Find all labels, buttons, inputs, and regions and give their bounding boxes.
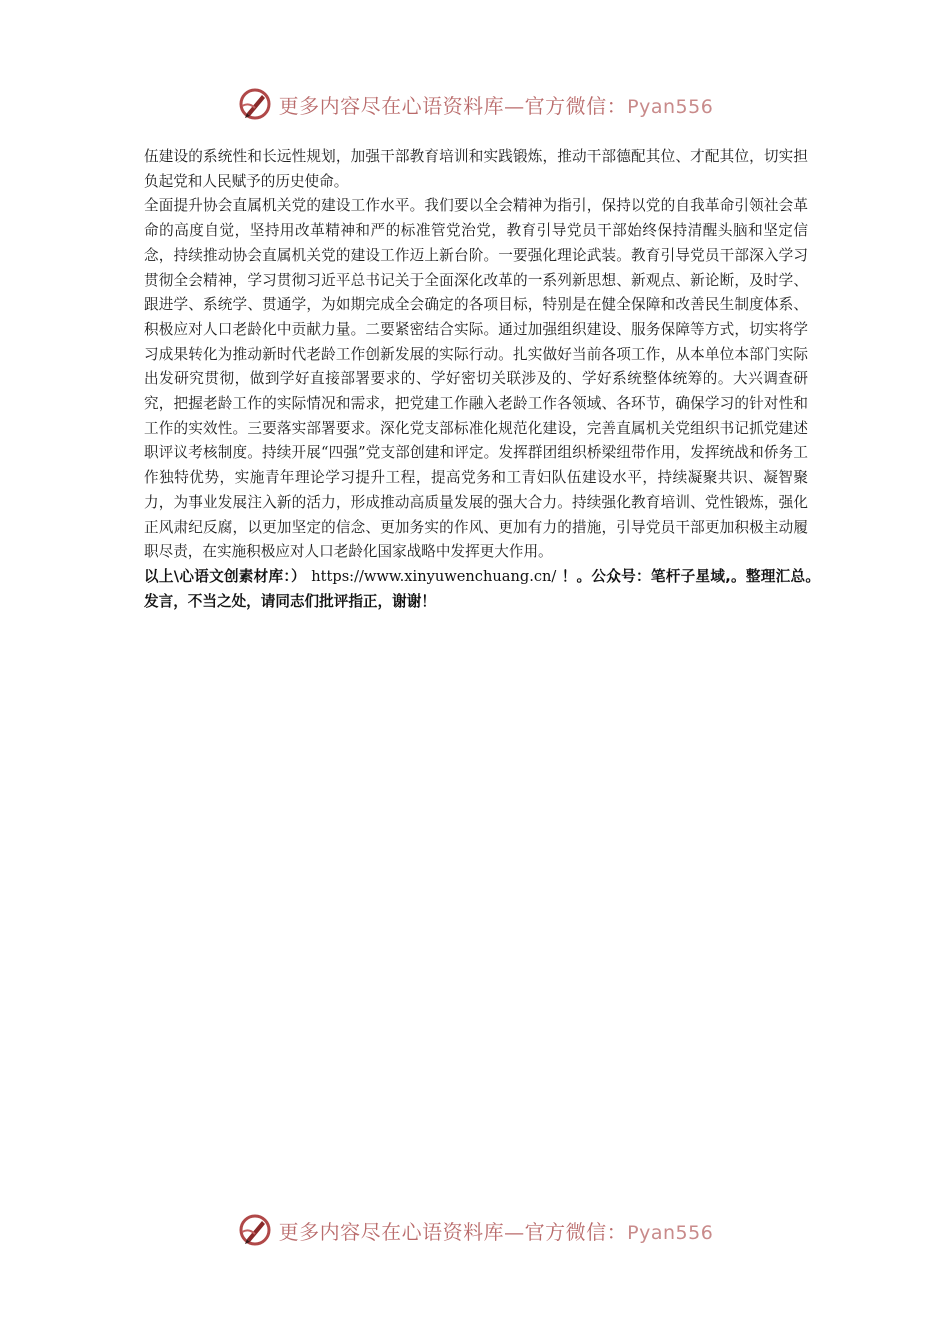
banner-text bbox=[279, 1216, 714, 1245]
banner-wechat-id: Pyan556 bbox=[627, 95, 714, 118]
banner-main-text: 更多内容尽在心语资料库— bbox=[278, 93, 525, 118]
pen-circle-logo-icon bbox=[237, 86, 273, 122]
banner-text bbox=[279, 90, 714, 119]
banner-mid-text: 官方微信： bbox=[524, 1219, 628, 1244]
banner-main-text: 更多内容尽在心语资料库— bbox=[278, 1219, 525, 1244]
document-body bbox=[144, 145, 820, 614]
pen-circle-logo-icon bbox=[237, 1212, 273, 1248]
footer-banner bbox=[0, 1210, 950, 1250]
header-banner bbox=[0, 84, 950, 124]
paragraph-1: 伍建设的系统性和长远性规划，加强干部教育培训和实践锻炼，推动干部德配其位、才配其位，切实担负起党和人民赋予的历史使命。 bbox=[144, 148, 808, 190]
footer-url[interactable]: https://www.xinyuwenchuang.cn/ bbox=[311, 567, 557, 585]
footer-prefix: 以上\心语文创素材库：） bbox=[144, 567, 306, 585]
paragraph-2: 全面提升协会直属机关党的建设工作水平。我们要以全会精神为指引，保持以党的自我革命引领社会革命的高度自觉，坚持用改革精神和严的标准管党治党，教育引导党员干部始终保持清醒头脑和坚定信念，持续推动协会直属机关党的建设工作迈上新台阶。一要强化理论武装。教育引导党员干部深入学习贯彻全会精神，学习贯彻习近平总书记关于全面深化改革的一系列新思想、新观点、新论断，及时学、跟进学、系统学、贯通学，为如期完成全会确定的各项目标，特别是在健全保障和改善民生制度体系、积极应对人口老龄化中贡献力量。二要紧密结合实际。通过加强组织建设、服务保障等方式，切实将学习成果转化为推动新时代老龄工作创新发展的实际行动。扎实做好当前各项工作，从本单位本部门实际出发研究贯彻，做到学好直接部署要求的、学好密切关联涉及的、学好系统整体统筹的。大兴调查研究，把握老龄工作的实际情况和需求，把党建工作融入老龄工作各领域、各环节，确保学习的针对性和工作的实效性。三要落实部署要求。深化党支部标准化规范化建设，完善直属机关党组织书记抓党建述职评议考核制度。持续开展“四强”党支部创建和评定。发挥群团组织桥梁纽带作用，发挥统战和侨务工作独特优势，实施青年理论学习提升工程，提高党务和工青妇队伍建设水平，持续凝聚共识、凝智聚力，为事业发展注入新的活力，形成推动高质量发展的强大合力。持续强化教育培训、党性锻炼，强化正风肃纪反腐，以更加坚定的信念、更加务实的作风、更加有力的措施，引导党员干部更加积极主动履职尽责，在实施积极应对人口老龄化国家战略中发挥更大作用。 bbox=[144, 197, 808, 561]
source-footer-note bbox=[144, 565, 820, 614]
banner-mid-text: 官方微信： bbox=[524, 93, 628, 118]
banner-wechat-id: Pyan556 bbox=[627, 1221, 714, 1244]
footer-suffix: ！。公众号：笔杆子星域,。整理汇总。发言，不当之处，请同志们批评指正，谢谢！ bbox=[144, 567, 820, 610]
